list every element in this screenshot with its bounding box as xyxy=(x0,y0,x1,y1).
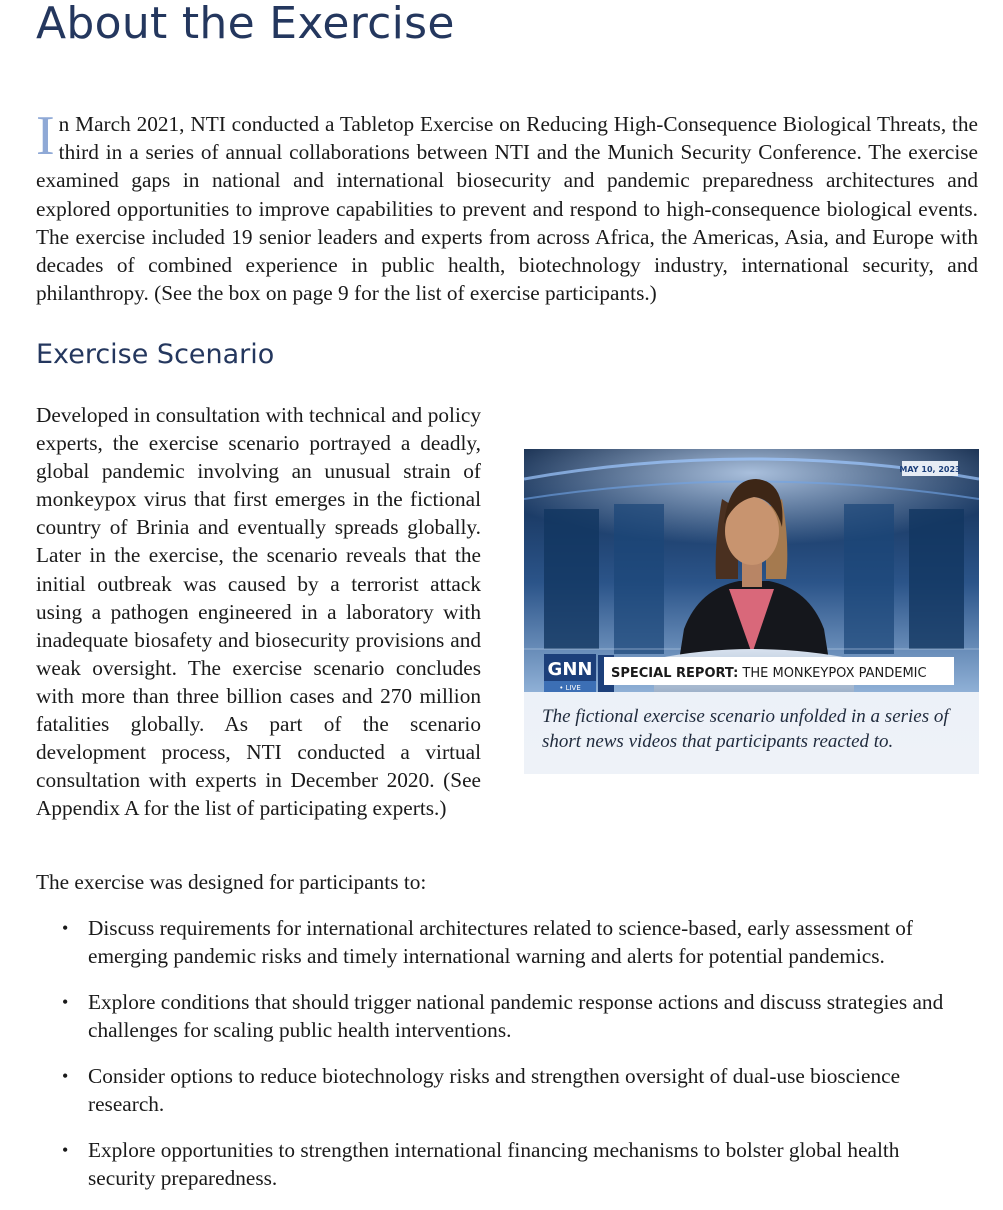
page-title: About the Exercise xyxy=(36,0,455,49)
network-logo: GNN xyxy=(547,659,593,680)
list-item xyxy=(62,1062,968,1118)
ticker-text: THE MONKEYPOX PANDEMIC xyxy=(738,666,927,681)
section-heading: Exercise Scenario xyxy=(36,339,275,370)
intro-paragraph xyxy=(36,105,978,307)
bullet-icon: • xyxy=(62,1066,69,1086)
list-item-text: Explore conditions that should trigger national pandemic response actions and discuss strategies and challenges for scaling public health interventions. xyxy=(88,990,944,1042)
live-label: • LIVE xyxy=(559,684,581,692)
ticker-bold: SPECIAL REPORT: xyxy=(611,666,739,681)
list-item xyxy=(62,1136,968,1192)
svg-text:SPECIAL REPORT: THE MONKEYPOX xyxy=(611,666,927,681)
objectives-lead: The exercise was designed for participants to: xyxy=(36,870,427,894)
list-item xyxy=(62,914,968,970)
list-item-text: Explore opportunities to strengthen international financing mechanisms to bolster global health security preparedness. xyxy=(88,1138,900,1190)
intro-text: n March 2021, NTI conducted a Tabletop Exercise on Reducing High-Consequence Biological Threats, the third in a series of annual collaborations between NTI and the Munich Security Conference. The exercise examined gaps in national and international biosecurity and pandemic preparedness architectures and explored opportunities to improve capabilities to prevent and respond to high-consequence biological events. The exercise included 19 senior leaders and experts from across Africa, the Americas, Asia, and Europe with decades of combined experience in public health, biotechnology industry, international security, and philanthropy. (See the box on page 9 for the list of exercise participants.) xyxy=(36,112,978,306)
bullet-icon: • xyxy=(62,1140,69,1160)
bullet-icon: • xyxy=(62,918,69,938)
list-item xyxy=(62,988,968,1044)
figure-caption: The fictional exercise scenario unfolded in a series of short news videos that participants reacted to. xyxy=(542,706,949,752)
bullet-icon: • xyxy=(62,992,69,1012)
list-item-text: Consider options to reduce biotechnology risks and strengthen oversight of dual-use bioscience research. xyxy=(88,1064,901,1116)
drop-cap: I xyxy=(36,105,55,167)
scenario-paragraph: Developed in consultation with technical and policy experts, the exercise scenario portrayed a deadly, global pandemic involving an unusual strain of monkeypox virus that first emerges in the fictional country of Brinia and eventually spreads globally. Later in the exercise, the scenario reveals that the initial outbreak was caused by a terrorist attack using a pathogen engineered in a laboratory with inadequate biosafety and biosecurity provisions and weak oversight. The exercise scenario concludes with more than three billion cases and 270 million fatalities globally. As part of the scenario development process, NTI conducted a virtual consultation with experts in December 2020. (See Appendix A for the list of participating experts.) xyxy=(36,403,481,821)
list-item-text: Discuss requirements for international architectures related to science-based, early assessment of emerging pandemic risks and timely international warning and alerts for potential pandemics. xyxy=(88,916,913,968)
date-badge: MAY 10, 2023 xyxy=(899,465,961,474)
news-video-still xyxy=(524,449,979,692)
objectives-list xyxy=(62,914,968,1210)
news-figure xyxy=(524,449,979,774)
news-studio-illustration xyxy=(524,449,979,692)
